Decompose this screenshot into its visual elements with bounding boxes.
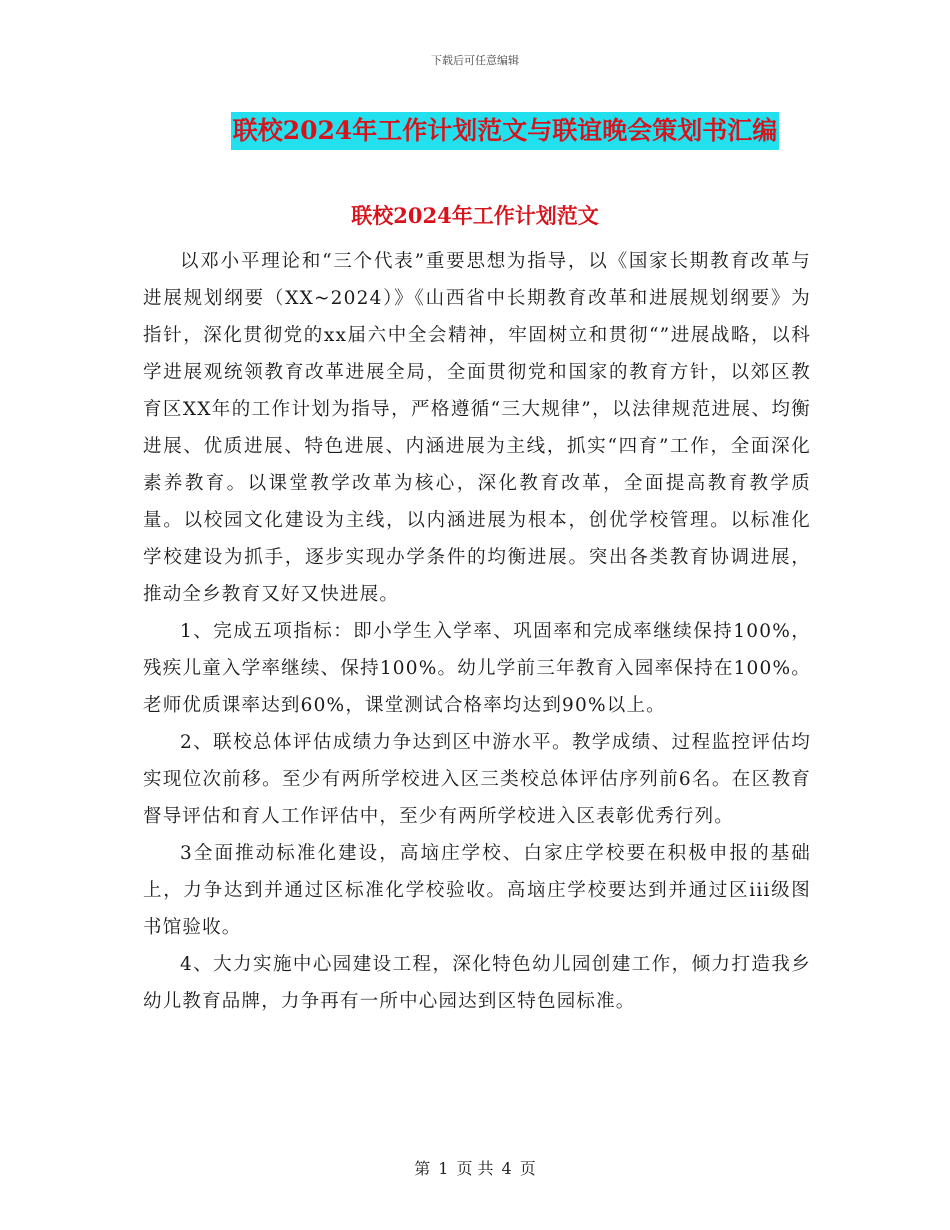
footer-mid: 页 共 <box>456 1159 494 1178</box>
paragraph: 1、完成五项指标：即小学生入学率、巩固率和完成率继续保持100%，残疾儿童入学率继续、保持100%。幼儿学前三年教育入园率保持在100%。老师优质课率达到60%，课堂测试合格率均达到90%以上。 <box>143 621 811 716</box>
page-footer <box>0 1156 950 1179</box>
footer-prefix: 第 <box>414 1159 431 1178</box>
paragraph: 4、大力实施中心园建设工程，深化特色幼儿园创建工作，倾力打造我乡幼儿教育品牌，力争再有一所中心园达到区特色园标准。 <box>143 954 811 1012</box>
document-title-wrap <box>0 112 950 150</box>
footer-page-number: 1 <box>438 1159 449 1178</box>
document-title: 联校2024年工作计划范文与联谊晚会策划书汇编 <box>231 112 780 150</box>
footer-suffix: 页 <box>519 1159 536 1178</box>
paragraph: 2、联校总体评估成绩力争达到区中游水平。教学成绩、过程监控评估均实现位次前移。至少有两所学校进入区三类校总体评估序列前6名。在区教育督导评估和育人工作评估中，至少有两所学校进入区表彰优秀行列。 <box>143 732 811 827</box>
paragraph: 3全面推动标准化建设，高垴庄学校、白家庄学校要在积极申报的基础上，力争达到并通过区标准化学校验收。高垴庄学校要达到并通过区iii级图书馆验收。 <box>143 843 811 938</box>
page-header: 下载后可任意编辑 <box>431 54 519 67</box>
section-title: 联校2024年工作计划范文 <box>351 203 599 228</box>
body-text <box>143 243 811 1020</box>
footer-total-pages: 4 <box>501 1159 512 1178</box>
paragraph: 以邓小平理论和“三个代表”重要思想为指导，以《国家长期教育改革与进展规划纲要（XX~2024）》《山西省中长期教育改革和进展规划纲要》为指针，深化贯彻党的xx届六中全会精神，牢固树立和贯彻“”进展战略，以科学进展观统领教育改革进展全局，全面贯彻党和国家的教育方针，以郊区教育区XX年的工作计划为指导，严格遵循“三大规律”，以法律规范进展、均衡进展、优质进展、特色进展、内涵进展为主线，抓实“四育”工作，全面深化素养教育。以课堂教学改革为核心，深化教育改革，全面提高教育教学质量。以校园文化建设为主线，以内涵进展为根本，创优学校管理。以标准化学校建设为抓手，逐步实现办学条件的均衡进展。突出各类教育协调进展，推动全乡教育又好又快进展。 <box>143 251 811 605</box>
